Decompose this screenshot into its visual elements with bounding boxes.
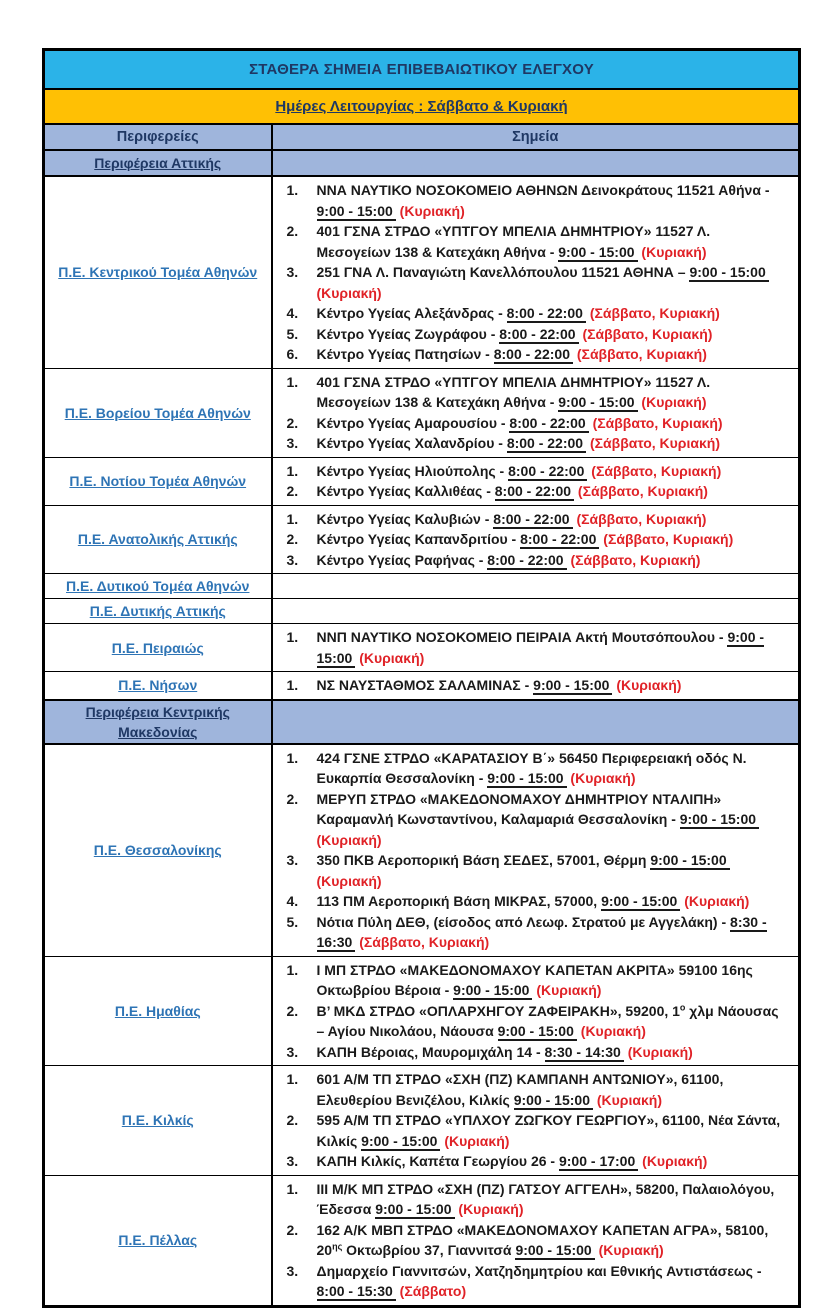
site-item — [275, 413, 789, 434]
item-hours: 9:00 - 15:00 — [558, 244, 637, 262]
item-days: (Κυριακή) — [444, 1132, 510, 1149]
region-row — [44, 956, 800, 1066]
item-address: Κέντρο Υγείας Πατησίων - — [316, 346, 494, 362]
item-hours: 8:00 - 22:00 — [494, 346, 573, 364]
item-days: (Κυριακή) — [316, 872, 382, 889]
item-hours: 9:00 - 15:00 — [601, 893, 680, 911]
item-text — [317, 303, 789, 324]
region-row — [44, 1066, 800, 1176]
item-hours: 8:00 - 22:00 — [495, 483, 574, 501]
item-number: 2. — [286, 1002, 299, 1019]
item-number: 3. — [286, 1043, 299, 1060]
item-number: 3. — [286, 435, 299, 451]
item-text — [317, 912, 789, 953]
item-hours: 8:00 - 22:00 — [509, 415, 588, 433]
item-hours: 9:00 - 15:00 — [375, 1201, 454, 1219]
site-item — [275, 850, 789, 891]
item-superscript: ης — [332, 1241, 343, 1252]
region-row — [44, 599, 800, 624]
points-cell — [272, 744, 800, 957]
site-item — [275, 481, 789, 502]
item-number: 1. — [286, 462, 299, 479]
item-text — [317, 413, 789, 434]
site-item — [275, 509, 789, 530]
item-days: (Σάββατο, Κυριακή) — [576, 510, 707, 527]
region-link[interactable]: Π.Ε. Δυτικού Τομέα Αθηνών — [66, 578, 250, 594]
item-number: 1. — [286, 749, 299, 766]
item-days: (Σάββατο, Κυριακή) — [359, 934, 490, 950]
item-address: Κέντρο Υγείας Ηλιούπολης - — [316, 462, 509, 479]
item-days: (Κυριακή) — [570, 770, 636, 786]
item-address: ΚΑΠΗ Βέροιας, Μαυρομιχάλη 14 - — [316, 1043, 545, 1060]
item-address: χλμ Νάουσας – Αγίου Νικολάου, Νάουσα — [316, 1002, 779, 1039]
region-link[interactable]: Π.Ε. Βορείου Τομέα Αθηνών — [64, 404, 251, 421]
item-text — [317, 1001, 789, 1042]
region-link[interactable]: Π.Ε. Πειραιώς — [111, 639, 204, 656]
item-text — [317, 1220, 789, 1261]
points-cell — [272, 956, 800, 1066]
item-number: 1. — [286, 629, 299, 645]
region-band-label: Περιφέρεια Αττικής — [94, 155, 222, 171]
item-address: Κέντρο Υγείας Χαλανδρίου - — [316, 435, 507, 451]
item-hours: 9:00 - 15:00 — [317, 203, 396, 221]
item-hours: 8:00 - 22:00 — [520, 531, 599, 549]
site-item — [275, 372, 789, 413]
item-text — [317, 180, 789, 221]
item-hours: 9:00 - 15:00 — [650, 852, 729, 870]
site-item — [275, 550, 789, 571]
site-item — [275, 1001, 789, 1042]
item-number: 4. — [286, 305, 299, 321]
item-days: (Κυριακή) — [596, 1091, 662, 1108]
region-band-label: Περιφέρεια Κεντρικής Μακεδονίας — [85, 703, 230, 740]
item-number: 1. — [286, 1180, 299, 1197]
site-item — [275, 529, 789, 550]
points-cell — [272, 599, 800, 624]
item-number: 2. — [286, 414, 299, 431]
item-address: Ι ΜΠ ΣΤΡΔΟ «ΜΑΚΕΔΟΝΟΜΑΧΟΥ ΚΑΠΕΤΑΝ ΑΚΡΙΤΑ» 59100 16ης Οκτωβρίου Βέροια - — [316, 961, 753, 998]
site-item — [275, 1042, 789, 1063]
site-item — [275, 1069, 789, 1110]
region-row — [44, 368, 800, 457]
item-hours: 8:00 - 22:00 — [508, 463, 587, 481]
item-address: Δημαρχείο Γιαννιτσών, Χατζηδημητρίου και Εθνικής Αντιστάσεως - — [316, 1262, 762, 1279]
item-days: (Κυριακή) — [316, 831, 382, 848]
item-hours: 8:00 - 22:00 — [507, 435, 586, 453]
item-number: 3. — [286, 264, 299, 280]
item-number: 2. — [286, 531, 299, 547]
item-days: (Κυριακή) — [641, 243, 707, 260]
item-address: Β’ ΜΚΔ ΣΤΡΔΟ «ΟΠΛΑΡΧΗΓΟΥ ΖΑΦΕΙΡΑΚΗ», 59200, 1 — [316, 1002, 680, 1019]
points-cell — [272, 505, 800, 574]
item-days: (Σάββατο, Κυριακή) — [591, 462, 722, 479]
item-text — [317, 850, 789, 891]
region-row — [44, 176, 800, 368]
item-hours: 9:00 - 15:00 — [453, 982, 532, 1000]
points-cell — [272, 624, 800, 672]
site-item — [275, 960, 789, 1001]
points-cell — [272, 1066, 800, 1176]
site-item — [275, 1179, 789, 1220]
item-address: 251 ΓΝΑ Λ. Παναγιώτη Κανελλόπουλου 11521 ΑΘΗΝΑ – — [316, 264, 690, 280]
item-days: (Κυριακή) — [642, 1153, 708, 1169]
item-text — [317, 675, 789, 696]
site-item — [275, 262, 789, 303]
item-days: (Κυριακή) — [684, 893, 750, 909]
region-link[interactable]: Π.Ε. Κιλκίς — [121, 1112, 194, 1129]
item-address: Κέντρο Υγείας Ζωγράφου - — [316, 325, 500, 342]
item-address: 113 ΠΜ Αεροπορική Βάση ΜΙΚΡΑΣ, 57000, — [316, 893, 602, 909]
site-item — [275, 221, 789, 262]
points-cell — [272, 574, 800, 599]
item-address: Κέντρο Υγείας Αμαρουσίου - — [316, 414, 510, 431]
item-text — [317, 1110, 789, 1151]
item-number: 1. — [286, 510, 299, 527]
item-hours: 9:00 - 17:00 — [559, 1153, 638, 1171]
region-band-empty-cell — [272, 150, 800, 176]
item-number: 3. — [286, 1153, 299, 1169]
column-header-regions: Περιφερείες — [116, 129, 199, 145]
region-link[interactable]: Π.Ε. Κεντρικού Τομέα Αθηνών — [58, 264, 258, 281]
item-number: 4. — [286, 893, 299, 909]
item-address: Κέντρο Υγείας Καπανδριτίου - — [316, 531, 521, 547]
site-item — [275, 1151, 789, 1172]
item-hours: 9:00 - 15:00 — [680, 811, 759, 829]
item-number: 2. — [286, 1112, 299, 1128]
item-number: 1. — [286, 182, 299, 198]
item-number: 1. — [286, 373, 299, 390]
item-days: (Κυριακή) — [536, 982, 602, 998]
item-text — [317, 1151, 789, 1172]
item-address: 350 ΠΚΒ Αεροπορική Βάση ΣΕΔΕΣ, 57001, Θέρμη — [316, 852, 651, 868]
region-band-row — [44, 150, 800, 176]
item-days: (Σάββατο, Κυριακή) — [577, 483, 708, 499]
item-text — [317, 1179, 789, 1220]
item-number: 2. — [286, 483, 299, 499]
item-text — [317, 509, 789, 530]
item-days: (Σάββατο, Κυριακή) — [589, 305, 720, 321]
site-item — [275, 324, 789, 345]
item-address: Οκτωβρίου 37, Γιαννιτσά — [342, 1242, 516, 1258]
item-hours: 8:00 - 22:00 — [507, 305, 586, 323]
item-text — [317, 627, 789, 668]
item-text — [317, 221, 789, 262]
item-hours: 8:30 - 14:30 — [545, 1044, 624, 1062]
region-row — [44, 624, 800, 672]
item-address: ΙΙΙ Μ/Κ ΜΠ ΣΤΡΔΟ «ΣΧΗ (ΠΖ) ΓΑΤΣΟΥ ΑΓΓΕΛΗ», 58200, Παλαιολόγου, Έδεσσα — [316, 1180, 775, 1217]
points-cell — [272, 368, 800, 457]
points-cell — [272, 672, 800, 700]
page-title: ΣΤΑΘΕΡΑ ΣΗΜΕΙΑ ΕΠΙΒΕΒΑΙΩΤΙΚΟΥ ΕΛΕΓΧΟΥ — [249, 60, 594, 78]
item-number: 2. — [286, 1221, 299, 1238]
item-address: Κέντρο Υγείας Καλλιθέας - — [316, 483, 495, 499]
item-hours: 9:00 - 15:00 — [514, 1092, 593, 1110]
item-text — [317, 461, 789, 482]
region-row — [44, 574, 800, 599]
site-item — [275, 1110, 789, 1151]
item-number: 3. — [286, 852, 299, 868]
item-address: 401 ΓΣΝΑ ΣΤΡΔΟ «ΥΠΤΓΟΥ ΜΠΕΛΙΑ ΔΗΜΗΤΡΙΟΥ» 11527 Λ. Μεσογείων 138 & Κατεχάκη Αθήνα - — [316, 373, 711, 410]
item-hours: 8:00 - 22:00 — [493, 511, 572, 529]
control-points-table — [42, 48, 801, 1308]
item-address: 162 Α/Κ ΜΒΠ ΣΤΡΔΟ «ΜΑΚΕΔΟΝΟΜΑΧΟΥ ΚΑΠΕΤΑΝ ΑΓΡΑ», 58100, 20 — [316, 1221, 769, 1258]
item-hours: 9:00 - 15:00 — [498, 1023, 577, 1041]
item-address: 424 ΓΣΝΕ ΣΤΡΔΟ «ΚΑΡΑΤΑΣΙΟΥ Β΄» 56450 Περιφερειακή οδός Ν. Ευκαρπία Θεσσαλονίκη - — [316, 749, 747, 786]
points-cell — [272, 457, 800, 505]
item-superscript: ο — [679, 1001, 686, 1012]
item-days: (Σάββατο, Κυριακή) — [589, 435, 720, 451]
item-days: (Κυριακή) — [598, 1242, 664, 1258]
region-link[interactable]: Π.Ε. Νοτίου Τομέα Αθηνών — [69, 473, 247, 489]
item-hours: 8:30 - 16:30 — [316, 913, 767, 950]
site-item — [275, 912, 789, 953]
item-number: 1. — [286, 961, 299, 978]
item-address: 601 Α/Μ ΤΠ ΣΤΡΔΟ «ΣΧΗ (ΠΖ) ΚΑΜΠΑΝΗ ΑΝΤΩΝΙΟΥ», 61100, Ελευθερίου Βενιζέλου, Κιλκίς — [316, 1071, 724, 1108]
item-number: 2. — [286, 223, 299, 239]
site-item — [275, 748, 789, 789]
item-address: Κέντρο Υγείας Αλεξάνδρας - — [316, 305, 507, 321]
item-text — [317, 344, 789, 365]
region-link[interactable]: Π.Ε. Ημαθίας — [114, 1002, 201, 1019]
item-days: (Κυριακή) — [316, 284, 382, 301]
item-days: (Κυριακή) — [641, 394, 707, 410]
item-days: (Κυριακή) — [399, 202, 465, 219]
item-days: (Σάββατο, Κυριακή) — [592, 414, 723, 431]
item-address: Νότια Πύλη ΔΕΘ, (είσοδος από Λεωφ. Στρατού με Αγγελάκη) - — [316, 913, 731, 930]
item-address: ΚΑΠΗ Κιλκίς, Καπέτα Γεωργίου 26 - — [316, 1153, 559, 1169]
item-number: 5. — [286, 325, 299, 342]
item-address: Κέντρο Υγείας Ραφήνας - — [316, 551, 488, 568]
item-number: 1. — [286, 1071, 299, 1087]
item-days: (Σάββατο, Κυριακή) — [576, 346, 707, 362]
item-number: 5. — [286, 913, 299, 930]
site-item — [275, 180, 789, 221]
item-text — [317, 550, 789, 571]
region-row — [44, 1175, 800, 1306]
item-days: (Σάββατο, Κυριακή) — [582, 325, 713, 342]
item-text — [317, 481, 789, 502]
item-text — [317, 748, 789, 789]
item-days: (Σάββατο, Κυριακή) — [603, 531, 734, 547]
site-item — [275, 1220, 789, 1261]
item-text — [317, 1261, 789, 1302]
site-item — [275, 303, 789, 324]
region-link[interactable]: Π.Ε. Δυτικής Αττικής — [89, 603, 226, 619]
item-hours: 8:00 - 22:00 — [487, 552, 566, 570]
item-hours: 9:00 - 15:00 — [689, 264, 768, 282]
item-text — [317, 1069, 789, 1110]
item-hours: 9:00 - 15:00 — [558, 394, 637, 412]
item-days: (Σάββατο) — [399, 1283, 467, 1299]
item-text — [317, 891, 789, 912]
item-address: Κέντρο Υγείας Καλυβιών - — [316, 510, 494, 527]
item-address: ΜΕΡΥΠ ΣΤΡΔΟ «ΜΑΚΕΔΟΝΟΜΑΧΟΥ ΔΗΜΗΤΡΙΟΥ ΝΤΑΛΙΠΗ» Καραμανλή Κωνσταντίνου, Καλαμαριά Θεσσαλονίκη - — [316, 790, 722, 827]
item-address: ΝΝΠ ΝΑΥΤΙΚΟ ΝΟΣΟΚΟΜΕΙΟ ΠΕΙΡΑΙΑ Ακτή Μουτσόπουλου - — [316, 629, 728, 645]
item-text — [317, 789, 789, 851]
site-item — [275, 891, 789, 912]
region-link[interactable]: Π.Ε. Πέλλας — [118, 1232, 198, 1248]
region-link[interactable]: Π.Ε. Νήσων — [118, 677, 198, 694]
item-text — [317, 324, 789, 345]
region-band-empty-cell — [272, 700, 800, 744]
site-item — [275, 675, 789, 696]
item-hours: 8:00 - 15:30 — [317, 1283, 396, 1301]
item-days: (Κυριακή) — [616, 677, 682, 693]
item-days: (Κυριακή) — [458, 1201, 524, 1217]
column-header-points: Σημεία — [512, 129, 559, 145]
region-row — [44, 744, 800, 957]
site-item — [275, 627, 789, 668]
column-header-row — [44, 124, 800, 150]
site-item — [275, 1261, 789, 1302]
region-row — [44, 672, 800, 700]
site-item — [275, 461, 789, 482]
item-number: 3. — [286, 551, 299, 568]
item-address: ΝΝΑ ΝΑΥΤΙΚΟ ΝΟΣΟΚΟΜΕΙΟ ΑΘΗΝΩΝ Δεινοκράτους 11521 Αθήνα - — [316, 182, 770, 198]
item-days: (Κυριακή) — [580, 1023, 646, 1039]
item-hours: 9:00 - 15:00 — [533, 677, 612, 695]
points-cell — [272, 176, 800, 368]
points-cell — [272, 1175, 800, 1306]
item-address: 595 Α/Μ ΤΠ ΣΤΡΔΟ «ΥΠΛΧΟΥ ΖΩΓΚΟΥ ΓΕΩΡΓΙΟΥ», 61100, Νέα Σάντα, Κιλκίς — [316, 1112, 781, 1149]
item-number: 2. — [286, 790, 299, 807]
item-hours: 9:00 - 15:00 — [361, 1133, 440, 1151]
item-text — [317, 262, 789, 303]
item-days: (Κυριακή) — [627, 1043, 693, 1060]
item-hours: 9:00 - 15:00 — [487, 770, 566, 788]
item-hours: 9:00 - 15:00 — [316, 629, 765, 666]
region-row — [44, 457, 800, 505]
item-number: 3. — [286, 1262, 299, 1279]
item-text — [317, 1042, 789, 1063]
item-text — [317, 529, 789, 550]
item-address: 401 ΓΣΝΑ ΣΤΡΔΟ «ΥΠΤΓΟΥ ΜΠΕΛΙΑ ΔΗΜΗΤΡΙΟΥ» 11527 Λ. Μεσογείων 138 & Κατεχάκη Αθήνα - — [316, 223, 711, 260]
region-link[interactable]: Π.Ε. Ανατολικής Αττικής — [77, 531, 238, 548]
subtitle-row — [44, 89, 800, 124]
item-text — [317, 433, 789, 454]
item-hours: 8:00 - 22:00 — [499, 326, 578, 344]
item-number: 6. — [286, 346, 299, 362]
region-band-row — [44, 700, 800, 744]
item-days: (Σάββατο, Κυριακή) — [570, 551, 701, 568]
region-row — [44, 505, 800, 574]
item-number: 1. — [286, 677, 299, 693]
title-row — [44, 50, 800, 90]
item-address: ΝΣ ΝΑΥΣΤΑΘΜΟΣ ΣΑΛΑΜΙΝΑΣ - — [316, 677, 534, 693]
site-item — [275, 344, 789, 365]
item-text — [317, 960, 789, 1001]
site-item — [275, 433, 789, 454]
item-days: (Κυριακή) — [359, 649, 425, 666]
region-link[interactable]: Π.Ε. Θεσσαλονίκης — [93, 842, 222, 858]
site-item — [275, 789, 789, 851]
item-hours: 9:00 - 15:00 — [515, 1242, 594, 1260]
item-text — [317, 372, 789, 413]
operating-days-subtitle: Ημέρες Λειτουργίας : Σάββατο & Κυριακή — [275, 97, 568, 115]
